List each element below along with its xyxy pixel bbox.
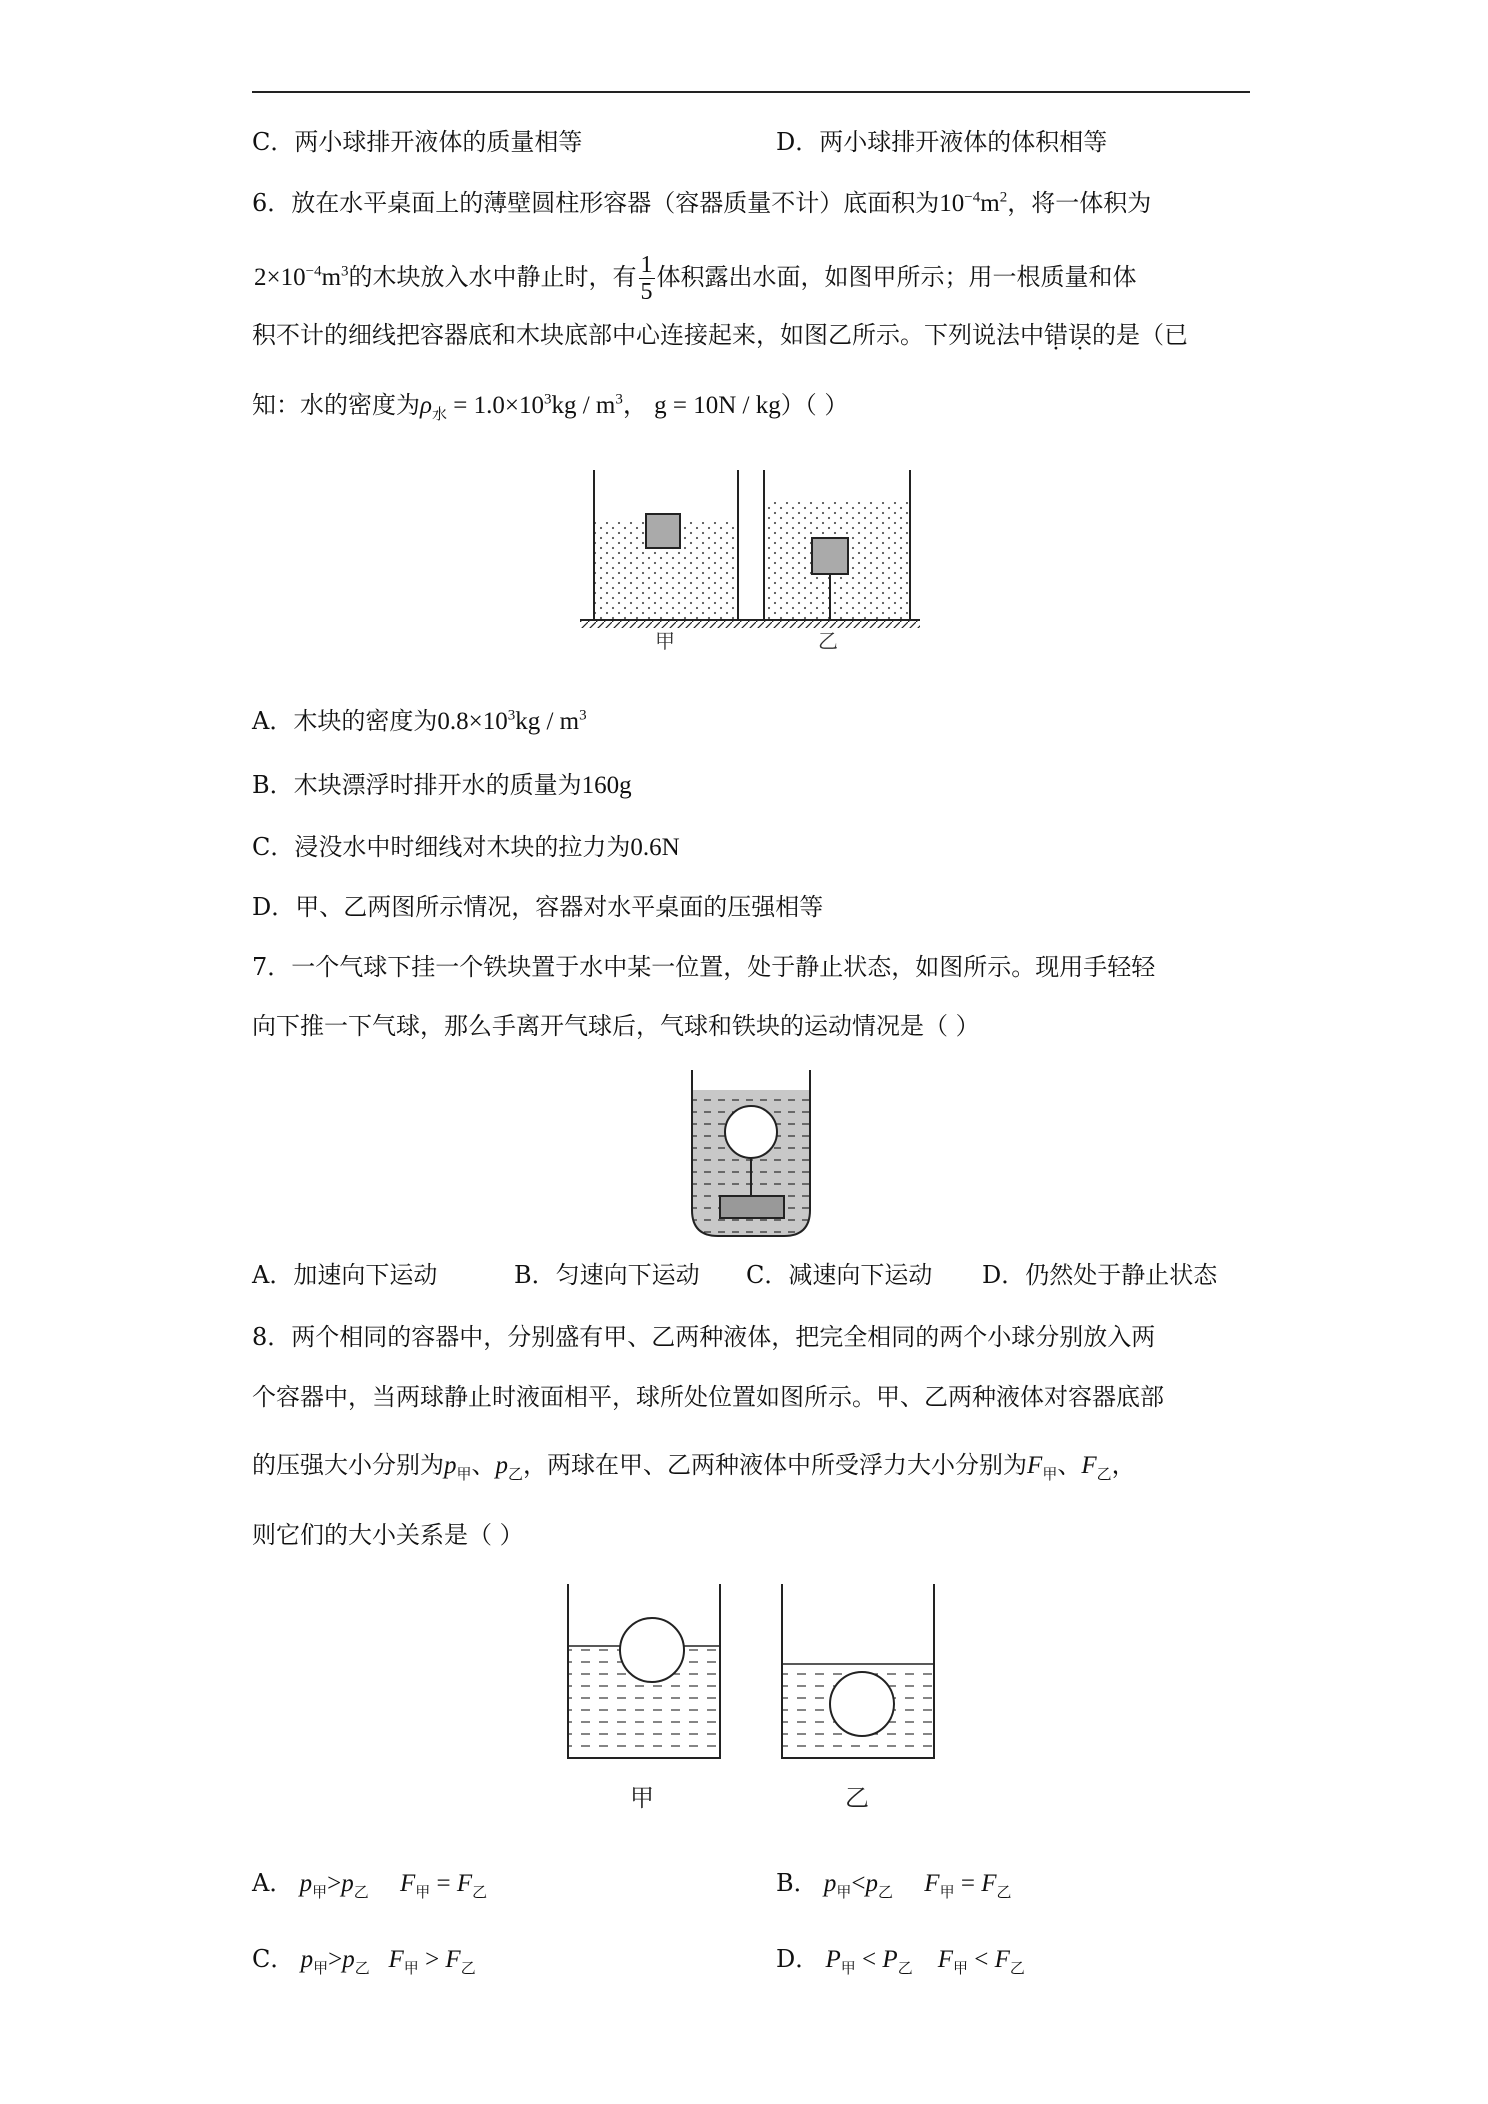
wood-block-yi	[812, 538, 848, 574]
fig-label-yi: 乙	[818, 629, 838, 650]
ground-hatch	[580, 621, 920, 628]
q6-figure	[580, 470, 920, 650]
fig-label-jia: 甲	[630, 1784, 654, 1812]
ball-jia	[620, 1618, 684, 1682]
q6-option-c: C．浸没水中时细线对木块的拉力为0.6N	[252, 833, 680, 861]
balloon	[725, 1106, 777, 1158]
q8-figure	[560, 1584, 940, 1824]
q8-line-2: 个容器中，当两球静止时液面相平，球所处位置如图所示。甲、乙两种液体对容器底部	[252, 1383, 1164, 1411]
emphasis-char: 误	[1068, 321, 1092, 349]
iron-block	[720, 1196, 784, 1218]
q8-option-d: D． $P_甲 < P_乙$ $F_甲 < F_乙$	[776, 1945, 1025, 1977]
q6-option-b: B．木块漂浮时排开水的质量为160g	[252, 771, 632, 799]
q7-option-c: C．减速向下运动	[746, 1261, 933, 1289]
q5-option-c: C．两小球排开液体的质量相等	[252, 128, 583, 156]
q8-option-c: C． $p_甲>p_乙$ $F_甲 > F_乙$	[252, 1945, 476, 1977]
q7-line-1: 7．一个气球下挂一个铁块置于水中某一位置，处于静止状态，如图所示。现用手轻轻	[252, 953, 1156, 981]
q8-option-b: B． $p_甲<p_乙$ $F_甲 = F_乙$	[776, 1869, 1012, 1901]
q5-option-d: D．两小球排开液体的体积相等	[776, 128, 1108, 156]
q6-line-1: 6．放在水平桌面上的薄壁圆柱形容器（容器质量不计）底面积为$10^{-4}m^2$，将一体积为	[252, 189, 1152, 217]
q8-line-4: 则它们的大小关系是（ ）	[252, 1521, 524, 1549]
fig-label-jia: 甲	[655, 629, 675, 650]
ball-yi	[830, 1672, 894, 1736]
fig-label-yi: 乙	[845, 1784, 869, 1812]
q7-option-a: A．加速向下运动	[252, 1261, 438, 1289]
q6-line-4: 知：水的密度为$\rho_水 = 1.0\times 10^3kg / m^3$， g = 10N / kg）（ ）	[252, 391, 849, 423]
q7-option-d: D．仍然处于静止状态	[982, 1261, 1218, 1289]
q6-line-2: $2\times 10^{-4}m^3$的木块放入水中静止时，有 $\frac{1}{5}$ 体积露出水面，如图甲所示；用一根质量和体	[254, 252, 1137, 305]
q6-option-d: D．甲、乙两图所示情况，容器对水平桌面的压强相等	[252, 893, 824, 921]
q7-option-b: B．匀速向下运动	[514, 1261, 700, 1289]
q7-figure	[688, 1070, 814, 1240]
header-rule	[252, 91, 1250, 93]
fraction-one-fifth: $\frac{1}{5}$	[640, 252, 653, 305]
q8-line-3: 的压强大小分别为$p_甲$、$p_乙$，两球在甲、乙两种液体中所受浮力大小分别为$F_甲$、$F_乙$，	[252, 1451, 1136, 1483]
q6-option-a: A．木块的密度为$0.8\times 10^3kg / m^3$	[252, 707, 587, 735]
q8-option-a: A． $p_甲>p_乙$ $F_甲 = F_乙$	[252, 1869, 488, 1901]
wood-block-jia	[646, 514, 680, 548]
q7-line-2: 向下推一下气球，那么手离开气球后，气球和铁块的运动情况是（ ）	[252, 1012, 980, 1040]
q8-line-1: 8．两个相同的容器中，分别盛有甲、乙两种液体，把完全相同的两个小球分别放入两	[252, 1323, 1156, 1351]
emphasis-char: 错	[1044, 321, 1068, 349]
q6-line-3: 积不计的细线把容器底和木块底部中心连接起来，如图乙所示。下列说法中错误的是（已	[252, 321, 1188, 349]
